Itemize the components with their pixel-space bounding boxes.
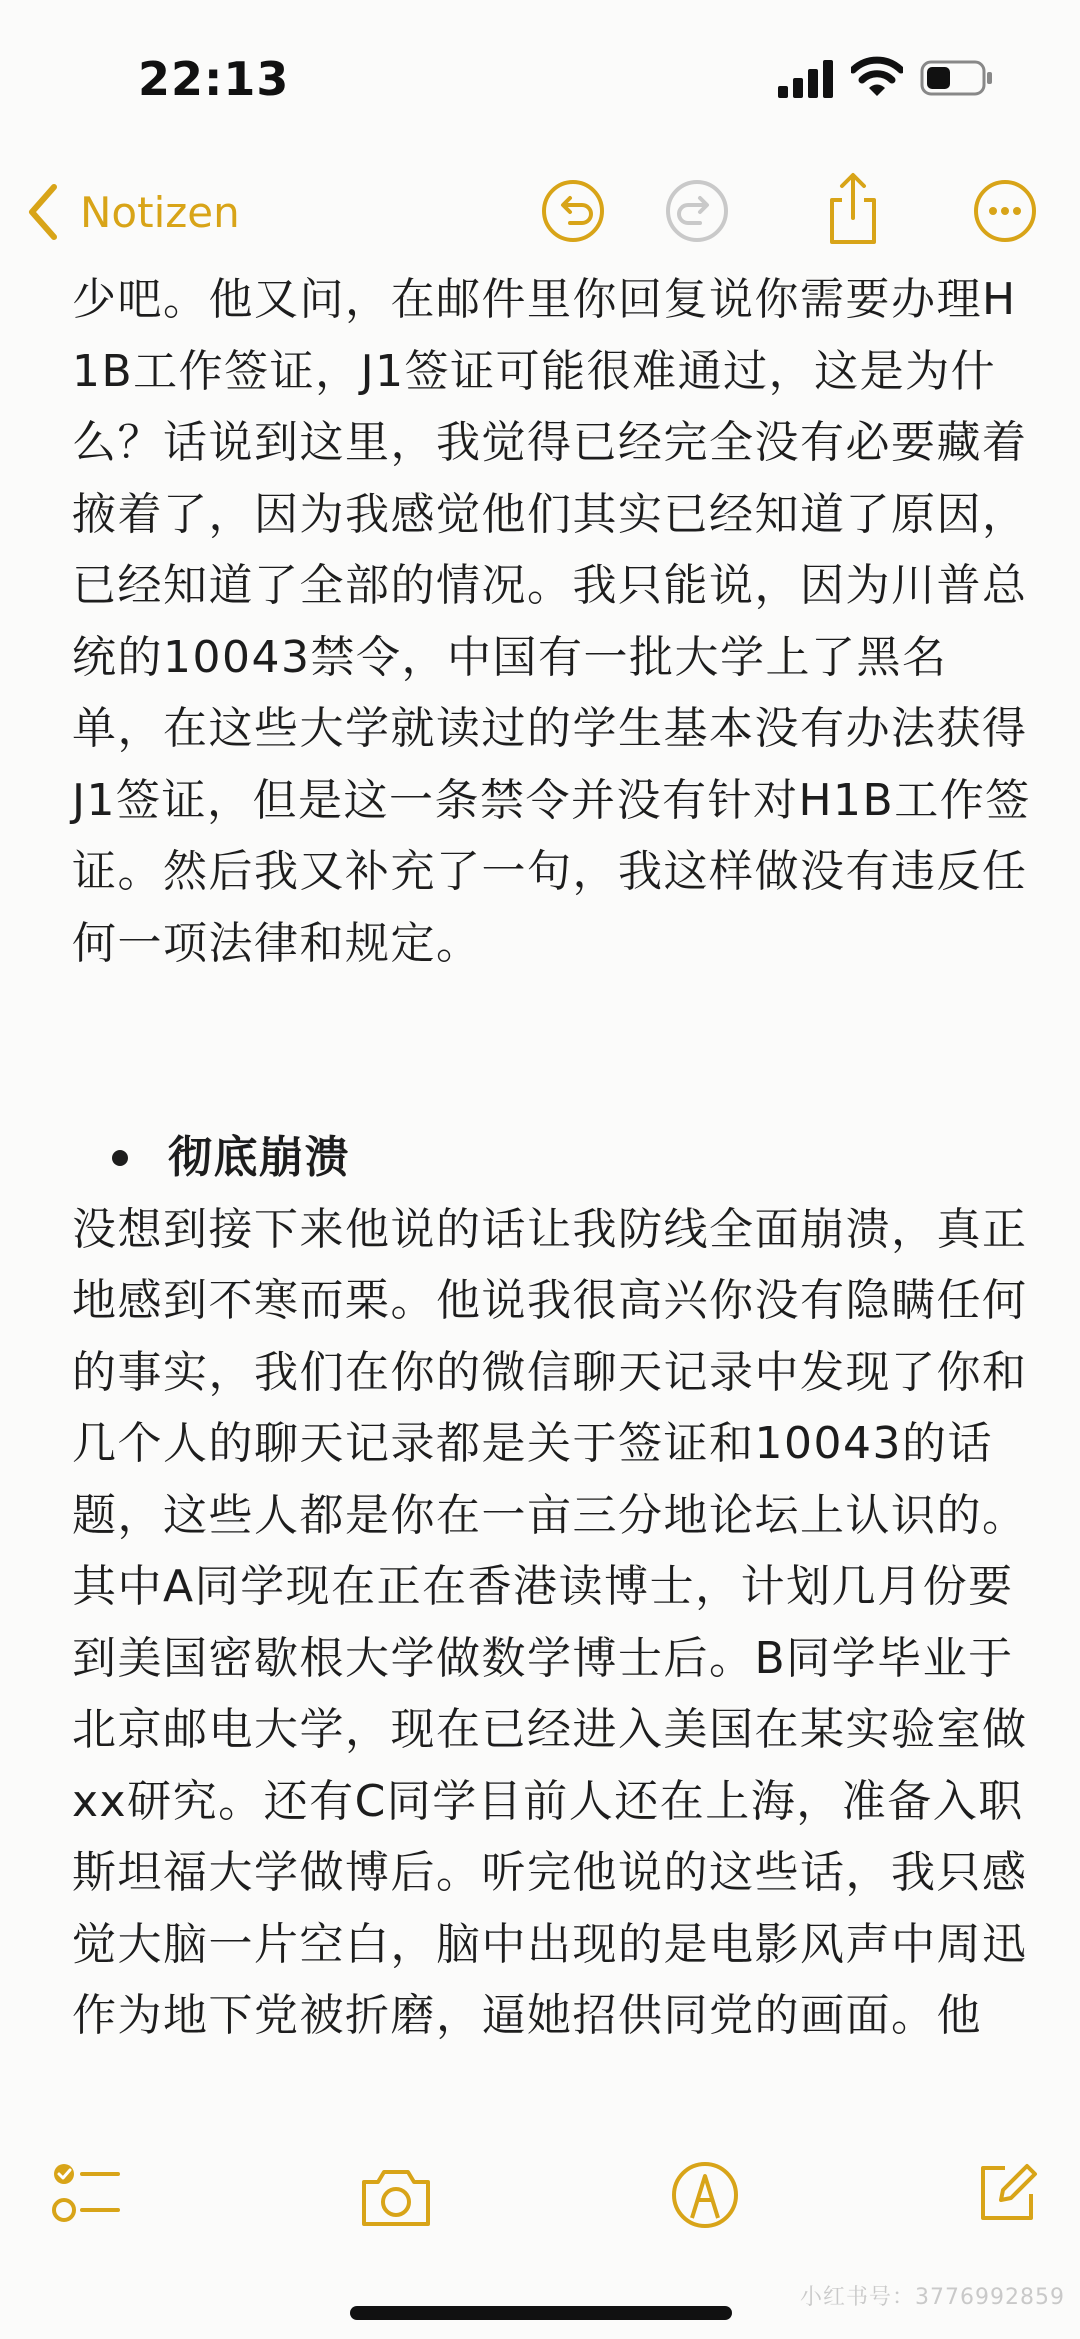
compose-icon[interactable] (975, 2160, 1039, 2224)
note-paragraph: 没想到接下来他说的话让我防线全面崩溃，真正地感到不寒而栗。他说我很高兴你没有隐瞒任何的事实，我们在你的微信聊天记录中发现了你和几个人的聊天记录都是关于签证和10043的话题，这些人都是你在一亩三分地论坛上认识的。其中A同学现在正在香港读博士，计划几月份要到美国密歇根大学做数学博士后。B同学毕业于北京邮电大学，现在已经进入美国在某实验室做xx研究。还有C同学目前人还在上海，准备入职斯坦福大学做博后。听完他说的这些话，我只感觉大脑一片空白，脑中出现的是电影风声中周迅作为地下党被折磨，逼她招供同党的画面。他 (72, 1203, 1028, 2041)
bottom-toolbar (0, 2160, 1080, 2260)
home-indicator[interactable] (350, 2306, 732, 2320)
undo-icon[interactable] (540, 178, 606, 244)
wifi-icon (851, 56, 903, 98)
watermark: 小红书号：3776992859 (800, 2285, 1065, 2310)
heading-text: 彻底崩溃 (168, 1132, 350, 1183)
battery-icon (920, 60, 994, 96)
checklist-icon[interactable] (50, 2160, 122, 2232)
status-time: 22:13 (138, 52, 290, 106)
bullet-heading (72, 1122, 1032, 1194)
status-bar (0, 0, 1080, 150)
redo-icon[interactable] (664, 178, 730, 244)
nav-bar (0, 170, 1080, 250)
blank-line (72, 979, 1032, 1122)
markup-pen-icon[interactable] (670, 2160, 740, 2230)
camera-icon[interactable] (358, 2164, 434, 2230)
chevron-left-icon (24, 183, 62, 241)
cellular-signal-icon (778, 60, 834, 98)
more-icon[interactable] (972, 178, 1038, 244)
bullet-dot (112, 1150, 128, 1166)
note-paragraph: 少吧。他又问，在邮件里你回复说你需要办理H1B工作签证，J1签证可能很难通过，这是为什么？话说到这里，我觉得已经完全没有必要藏着掖着了，因为我感觉他们其实已经知道了原因，已经知道了全部的情况。我只能说，因为川普总统的10043禁令，中国有一批大学上了黑名单，在这些大学就读过的学生基本没有办法获得J1签证，但是这一条禁令并没有针对H1B工作签证。然后我又补充了一句，我这样做没有违反任何一项法律和规定。 (72, 274, 1031, 969)
back-button[interactable] (24, 182, 240, 242)
back-label: Notizen (80, 187, 240, 237)
note-body[interactable] (72, 264, 1032, 2052)
share-icon[interactable] (820, 170, 886, 246)
